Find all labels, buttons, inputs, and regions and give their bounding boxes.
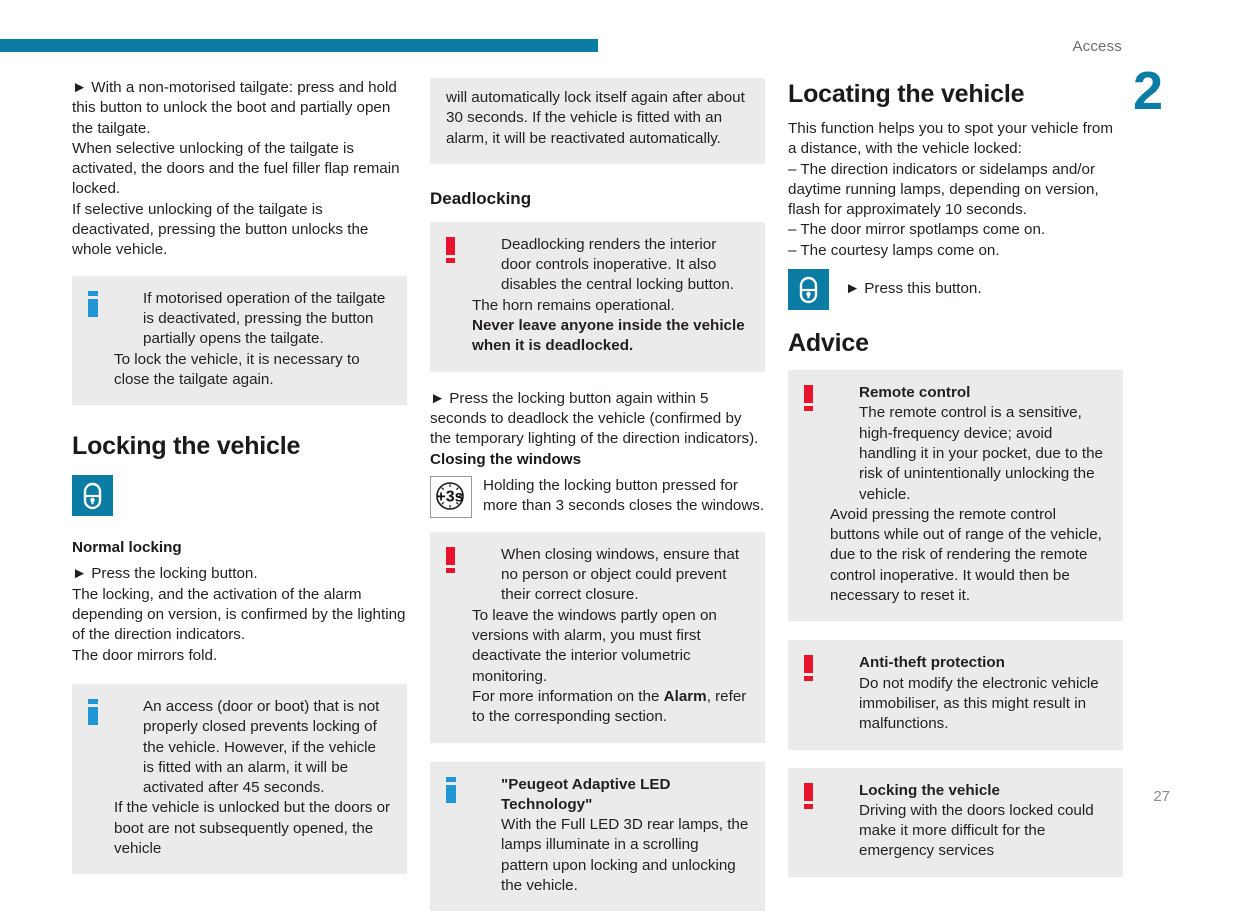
c2-timer-row bbox=[430, 476, 765, 518]
c1-info-box-1-line-2: To lock the vehicle, it is necessary to close the tailgate again. bbox=[114, 350, 360, 388]
c3-warning-box-locking bbox=[788, 768, 1123, 877]
c3-warning-box-3-body bbox=[830, 781, 1107, 862]
c2-info-box-title: "Peugeot Adaptive LED Technology" bbox=[501, 775, 671, 813]
c3-warning-box-1-line-2: Avoid pressing the remote control buttons while out of range of the vehicle, due to the risk of rendering the remote control inoperative. It would then be necessary to reset it. bbox=[830, 505, 1102, 605]
c3-warning-box-3-line-1: Driving with the doors locked could make it more difficult for the emergency services bbox=[859, 801, 1094, 860]
c1-info-box-1-body bbox=[114, 289, 391, 390]
heading-locking-the-vehicle: Locking the vehicle bbox=[72, 432, 301, 461]
c2-wb2-l3-pre: For more information on the bbox=[472, 687, 664, 705]
info-icon bbox=[88, 291, 114, 317]
heading-advice: Advice bbox=[788, 329, 869, 358]
c3-press-this-button-label: ► Press this button. bbox=[845, 280, 982, 298]
c2-timer-text: Holding the locking button pressed for more than 3 seconds closes the windows. bbox=[483, 476, 765, 515]
c2-wb2-l3-bold: Alarm bbox=[663, 687, 707, 705]
header-accent-bar bbox=[0, 39, 598, 52]
chapter-number: 2 bbox=[1132, 61, 1163, 121]
c3-warning-box-remote-control bbox=[788, 370, 1123, 621]
c1-para-4: ► Press the locking button. bbox=[72, 565, 258, 583]
c2-warning-box-2-line-3 bbox=[472, 687, 749, 728]
c2-info-box-body bbox=[472, 775, 749, 897]
warning-icon bbox=[446, 547, 472, 573]
c3-warning-box-anti-theft bbox=[788, 640, 1123, 749]
info-icon bbox=[88, 699, 114, 725]
c1-info-box-2-line-2: If the vehicle is unlocked but the doors or boot are not subsequently opened, the vehicle bbox=[114, 799, 391, 858]
c3-bullet-3: – The courtesy lamps come on. bbox=[788, 241, 1000, 259]
lock-button-icon[interactable] bbox=[72, 475, 113, 516]
c1-info-box-1 bbox=[72, 276, 407, 405]
c1-lock-button-row bbox=[72, 475, 407, 516]
c1-para-5: The locking, and the activation of the alarm depending on version, is confirmed by the lighting of the direction indicators. bbox=[72, 585, 406, 644]
subheading-normal-locking: Normal locking bbox=[72, 539, 182, 557]
page-columns bbox=[72, 78, 1124, 911]
c1-para-1: ► With a non-motorised tailgate: press and hold this button to unlock the boot and partially open the tailgate. bbox=[72, 79, 397, 137]
c2-info-box bbox=[430, 762, 765, 911]
c1-para-6: The door mirrors fold. bbox=[72, 646, 218, 664]
warning-icon bbox=[804, 385, 830, 411]
c3-locate-button-row bbox=[788, 269, 1123, 310]
c2-warning-box-2 bbox=[430, 532, 765, 743]
c2-warning-box-1-line-3: Never leave anyone inside the vehicle when it is deadlocked. bbox=[472, 317, 745, 355]
c2-warning-box-2-body bbox=[472, 545, 749, 728]
c3-bullet-1: – The direction indicators or sidelamps and/or daytime running lamps, depending on version, flash for approximately 10 seconds. bbox=[788, 160, 1099, 219]
c3-warning-box-2-body bbox=[830, 653, 1107, 734]
c2-warning-box-1-line-2: The horn remains operational. bbox=[472, 296, 675, 314]
c2-para-1: ► Press the locking button again within 5 seconds to deadlock the vehicle (confirmed by the temporary lighting of the direction indicators). bbox=[430, 389, 759, 448]
c3-warning-box-2-title: Anti-theft protection bbox=[859, 654, 1005, 672]
c1-para-2: When selective unlocking of the tailgate is activated, the doors and the fuel filler flap remain locked. bbox=[72, 139, 400, 198]
column-3 bbox=[788, 78, 1123, 877]
c2-wb2-l3-post: , refer to the corresponding section. bbox=[472, 687, 747, 726]
c2-info-box-body-text: With the Full LED 3D rear lamps, the lamps illuminate in a scrolling pattern upon locking and unlocking the vehicle. bbox=[501, 816, 749, 895]
c1-info-box-2-line-1: An access (door or boot) that is not properly closed prevents locking of the vehicle. However, if the vehicle is fitted with an alarm, it will be activated after 45 seconds. bbox=[143, 697, 380, 797]
warning-icon bbox=[804, 783, 830, 809]
header-section-label: Access bbox=[1072, 38, 1122, 55]
c1-info-box-2-body bbox=[114, 697, 391, 859]
c2-info-box-continued bbox=[430, 78, 765, 164]
subheading-closing-the-windows: Closing the windows bbox=[430, 450, 582, 468]
info-icon bbox=[446, 777, 472, 803]
heading-locating-the-vehicle: Locating the vehicle bbox=[788, 80, 1025, 108]
c3-warning-box-1-line-1: The remote control is a sensitive, high-frequency device; avoid handling it in your pocket, due to the risk of unintentionally unlocking the vehicle. bbox=[859, 404, 1104, 503]
column-1 bbox=[72, 78, 407, 874]
c3-warning-box-1-body bbox=[830, 383, 1107, 606]
warning-icon bbox=[804, 655, 830, 681]
c3-para-1: This function helps you to spot your vehicle from a distance, with the vehicle locked: bbox=[788, 120, 1114, 158]
c3-bullet-2: – The door mirror spotlamps come on. bbox=[788, 221, 1046, 239]
c2-warning-box-2-line-2: To leave the windows partly open on versions with alarm, you must first deactivate the interior volumetric monitoring. bbox=[472, 606, 717, 685]
c2-warning-box-1-body bbox=[472, 235, 749, 357]
page-number: 27 bbox=[1153, 788, 1170, 805]
c2-warning-box-2-line-1: When closing windows, ensure that no person or object could prevent their correct closure. bbox=[501, 545, 740, 604]
c2-warning-box-1 bbox=[430, 222, 765, 372]
warning-icon bbox=[446, 237, 472, 263]
lock-button-icon[interactable] bbox=[788, 269, 829, 310]
svg-text:+3s: +3s bbox=[436, 488, 464, 506]
c3-warning-box-2-line-1: Do not modify the electronic vehicle immobiliser, as this might result in malfunctions. bbox=[859, 674, 1099, 733]
column-2 bbox=[430, 78, 765, 911]
heading-deadlocking: Deadlocking bbox=[430, 188, 532, 208]
plus-3-seconds-icon bbox=[430, 476, 472, 518]
c1-info-box-2 bbox=[72, 684, 407, 874]
c2-warning-box-1-line-1: Deadlocking renders the interior door controls inoperative. It also disables the central locking button. bbox=[501, 235, 735, 294]
c1-info-box-1-line-1: If motorised operation of the tailgate is deactivated, pressing the button partially opens the tailgate. bbox=[143, 289, 386, 348]
c1-para-3: If selective unlocking of the tailgate is deactivated, pressing the button unlocks the whole vehicle. bbox=[72, 200, 369, 259]
c2-info-box-continued-text: will automatically lock itself again after about 30 seconds. If the vehicle is fitted with an alarm, it will be reactivated automatically. bbox=[446, 89, 745, 147]
c3-warning-box-3-title: Locking the vehicle bbox=[859, 781, 1000, 799]
c3-warning-box-1-title: Remote control bbox=[859, 384, 971, 402]
